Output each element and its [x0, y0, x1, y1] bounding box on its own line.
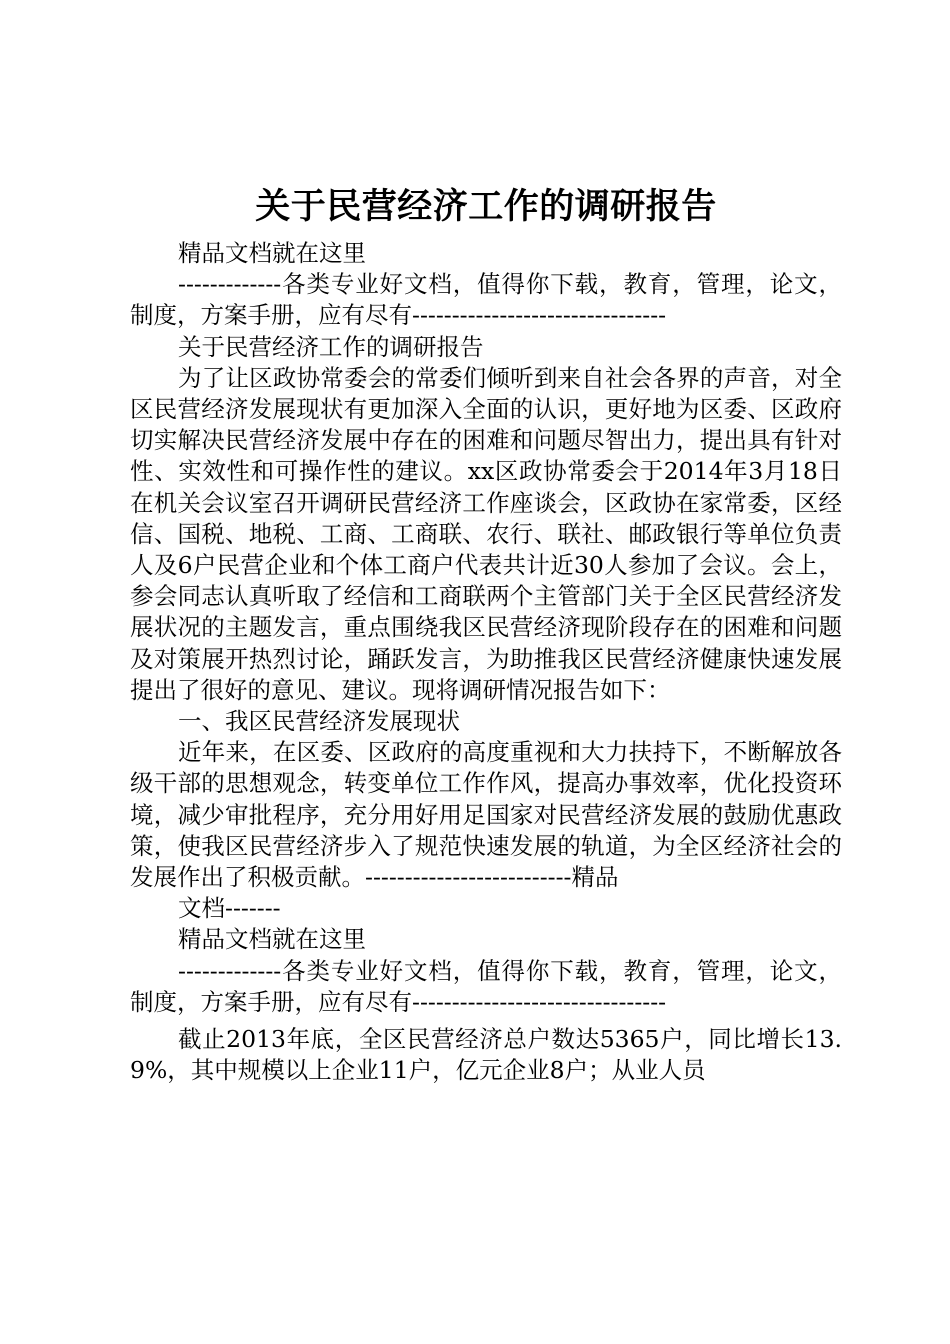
section-paragraph: 近年来，在区委、区政府的高度重视和大力扶持下，不断解放各级干部的思想观念，转变单位工作作风，提高办事效率，优化投资环境，减少审批程序，充分用好用足国家对民营经济发展的鼓励优惠政策，使我区民营经济步入了规范快速发展的轨道，为全区经济社会的发展作出了积极贡献。--------------------------精品 [130, 738, 842, 892]
banner-text-repeat: -------------各类专业好文档，值得你下载，教育，管理，论文，制度，方案手册，应有尽有-------------------------------- [130, 956, 842, 1016]
banner-line: 精品文档就在这里 [178, 239, 366, 267]
statistics-paragraph: 截止2013年底，全区民营经济总户数达5365户，同比增长13.9%，其中规模以上企业11户，亿元企业8户；从业人员 [130, 1025, 842, 1085]
intro-paragraph: 为了让区政协常委会的常委们倾听到来自社会各界的声音，对全区民营经济发展现状有更加深入全面的认识，更好地为区委、区政府切实解决民营经济发展中存在的困难和问题尽智出力，提出具有针对性、实效性和可操作性的建议。xx区政协常委会于2014年3月18日在机关会议室召开调研民营经济工作座谈会，区政协在家常委，区经信、国税、地税、工商、工商联、农行、联社、邮政银行等单位负责人及6户民营企业和个体工商户代表共计近30人参加了会议。会上，参会同志认真听取了经信和工商联两个主管部门关于全区民营经济发展状况的主题发言，重点围绕我区民营经济现阶段存在的困难和问题及对策展开热烈讨论，踊跃发言，为助推我区民营经济健康快速发展提出了很好的意见、建议。现将调研情况报告如下： [130, 363, 842, 704]
section-heading: 一、我区民营经济发展现状 [178, 707, 460, 736]
document-title: 关于民营经济工作的调研报告 [255, 186, 717, 227]
banner-line-repeat: 精品文档就在这里 [178, 925, 366, 954]
banner-text: -------------各类专业好文档，值得你下载，教育，管理，论文，制度，方案手册，应有尽有-------------------------------- [130, 270, 842, 330]
footer-line: 文档------- [178, 894, 281, 923]
report-subtitle: 关于民营经济工作的调研报告 [178, 332, 484, 361]
document-page [130, 182, 842, 1086]
